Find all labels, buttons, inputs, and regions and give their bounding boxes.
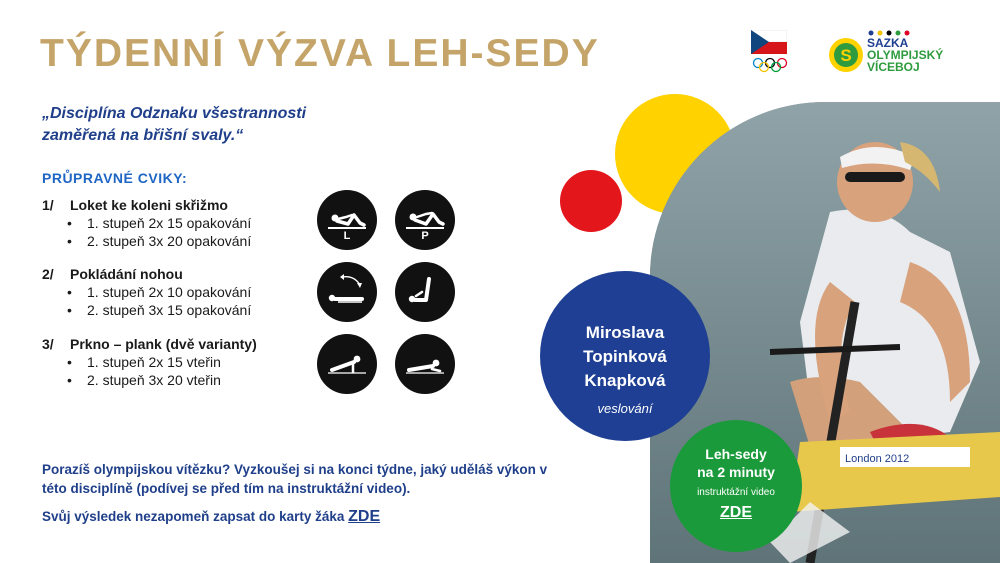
sazka-logo-icon: [828, 37, 864, 73]
exercise-number: 2/: [42, 266, 54, 282]
video-link[interactable]: ZDE: [720, 504, 752, 521]
record-result-link[interactable]: ZDE: [348, 508, 381, 525]
page-title: TÝDENNÍ VÝZVA LEH-SEDY: [40, 32, 600, 75]
quote-line2: zaměřená na břišní svaly.“: [42, 127, 244, 144]
icon-letter: L: [343, 230, 351, 242]
sazka-line2: OLYMPIJSKÝ: [867, 48, 944, 62]
sazka-line1: SAZKA: [867, 36, 909, 50]
leg-lowering-icon: [317, 262, 377, 322]
exercise-item: [42, 336, 257, 389]
exercise-title: Pokládání nohou: [70, 266, 183, 282]
exercises-heading: PRŮPRAVNÉ CVIKY:: [42, 170, 188, 186]
elbow-to-knee-left-icon: [317, 190, 377, 250]
exercise-level: • 2. stupeň 3x 20 vteřin: [67, 372, 221, 388]
record-result-text: Svůj výsledek nezapomeň zapsat do karty žáka: [42, 509, 345, 524]
exercise-item: [42, 197, 251, 250]
high-plank-icon: [317, 334, 377, 394]
czech-olympic-committee-logo: [751, 30, 789, 74]
athlete-sport: veslování: [597, 401, 653, 416]
quote-line1: „Disciplína Odznaku všestrannosti: [42, 105, 307, 122]
challenge-text: Porazíš olympijskou vítězku? Vyzkoušej si na konci týdne, jaký uděláš výkon v této disciplíně (podívej se před tím na instruktážní video).: [42, 462, 548, 496]
athlete-card: [540, 271, 710, 441]
sazka-line3: VÍCEBOJ: [867, 60, 920, 74]
exercise-level: • 1. stupeň 2x 10 opakování: [67, 284, 252, 300]
boat-label: London 2012: [845, 453, 910, 465]
athlete-name: Miroslava Topinková Knapková: [583, 323, 667, 390]
video-label: instruktážní video: [697, 487, 775, 498]
svg-text:S: S: [840, 46, 852, 65]
video-title: Leh-sedy na 2 minuty: [697, 446, 775, 480]
legs-raised-icon: [395, 262, 455, 322]
icon-letter: P: [421, 230, 429, 242]
olympic-rings-icon: [751, 57, 789, 73]
exercise-level: • 2. stupeň 3x 15 opakování: [67, 302, 252, 318]
discipline-quote: [42, 103, 306, 147]
elbow-to-knee-right-icon: [395, 190, 455, 250]
sazka-wordmark: [867, 37, 977, 73]
exercise-level: • 1. stupeň 2x 15 opakování: [67, 215, 252, 231]
exercise-level: • 1. stupeň 2x 15 vteřin: [67, 354, 221, 370]
czech-flag-icon: [751, 30, 787, 54]
exercise-level: • 2. stupeň 3x 20 opakování: [67, 233, 252, 249]
exercise-number: 3/: [42, 336, 54, 352]
exercise-title: Loket ke koleni skřižmo: [70, 197, 228, 213]
record-result-line: [42, 508, 380, 526]
instruction-video-button[interactable]: [670, 420, 802, 552]
exercise-number: 1/: [42, 197, 54, 213]
exercise-title: Prkno – plank (dvě varianty): [70, 336, 257, 352]
red-decor-circle: [560, 170, 622, 232]
forearm-plank-icon: [395, 334, 455, 394]
exercise-item: [42, 266, 251, 319]
